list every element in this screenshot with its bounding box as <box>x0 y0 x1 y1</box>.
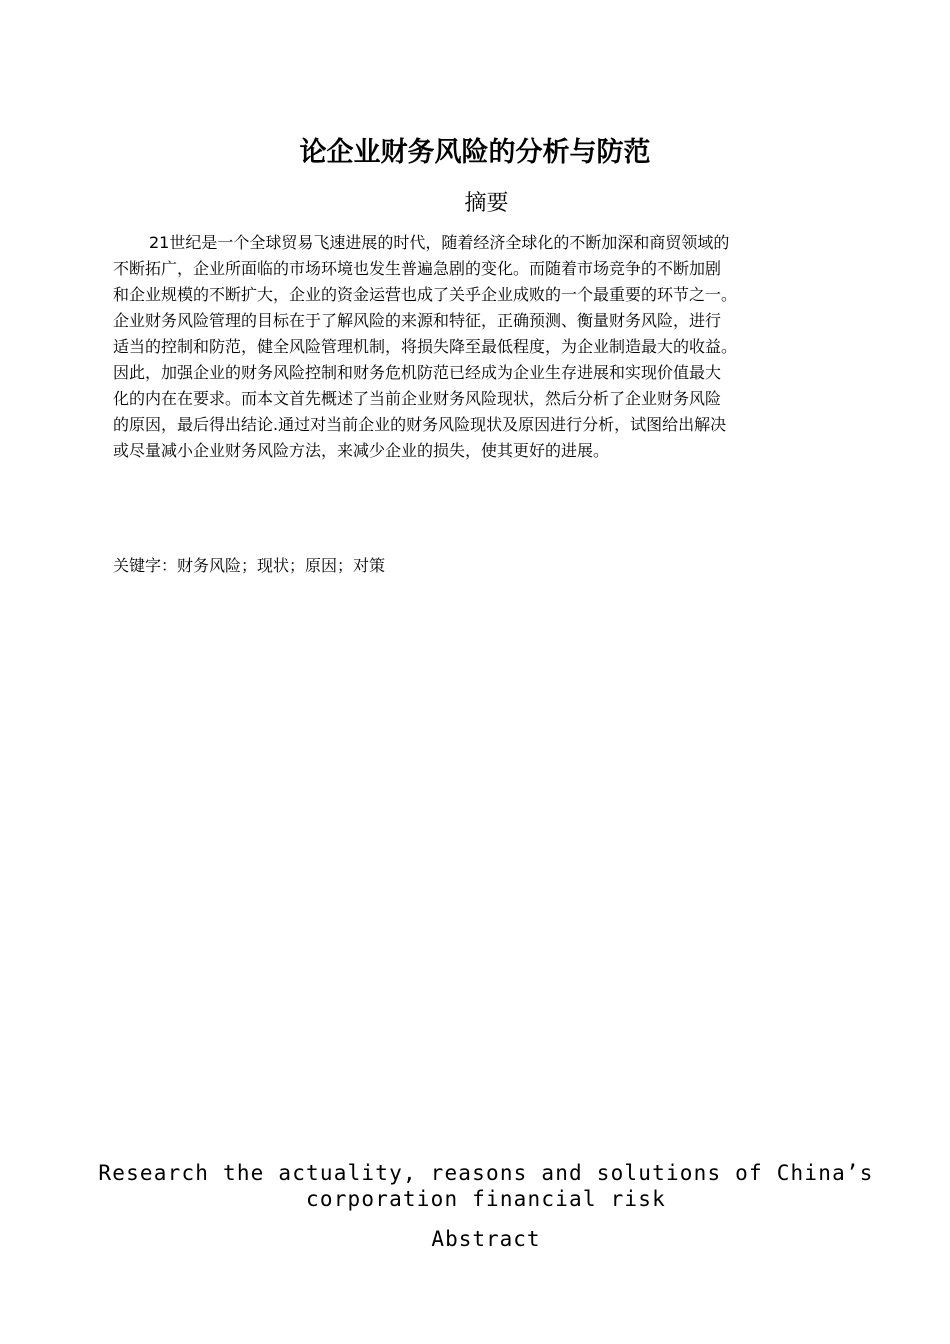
english-abstract-heading: Abstract <box>431 1227 541 1251</box>
abstract-line: 的原因，最后得出结论.通过对当前企业的财务风险现状及原因进行分析，试图给出解决 <box>113 415 727 434</box>
abstract-line: 和企业规模的不断扩大，企业的资金运营也成了关乎企业成败的一个最重要的环节之一。 <box>113 285 738 304</box>
abstract-line: 企业财务风险管理的目标在于了解风险的来源和特征，正确预测、衡量财务风险，进行 <box>113 311 722 330</box>
abstract-heading: 摘要 <box>464 191 509 216</box>
abstract-line: 因此，加强企业的财务风险控制和财务危机防范已经成为企业生存进展和实现价值最大 <box>113 363 722 382</box>
english-title-line: corporation financial risk <box>306 1187 666 1211</box>
abstract-body <box>113 230 873 464</box>
abstract-line: 21世纪是一个全球贸易飞速进展的时代，随着经济全球化的不断加深和商贸领域的 <box>149 233 730 252</box>
page-title: 论企业财务风险的分析与防范 <box>299 137 651 168</box>
abstract-line: 不断拓广，企业所面临的市场环境也发生普遍急剧的变化。而随着市场竞争的不断加剧 <box>113 259 722 278</box>
english-title <box>0 1160 950 1212</box>
abstract-line: 或尽量减小企业财务风险方法，来减少企业的损失，使其更好的进展。 <box>113 441 610 460</box>
english-title-line: Research the actuality, reasons and solutions of China’s <box>98 1161 874 1185</box>
abstract-line: 适当的控制和防范，健全风险管理机制，将损失降至最低程度，为企业制造最大的收益。 <box>113 337 738 356</box>
abstract-line: 化的内在在要求。而本文首先概述了当前企业财务风险现状，然后分析了企业财务风险 <box>113 389 722 408</box>
keywords-line: 关键字：财务风险；现状；原因；对策 <box>113 556 386 575</box>
